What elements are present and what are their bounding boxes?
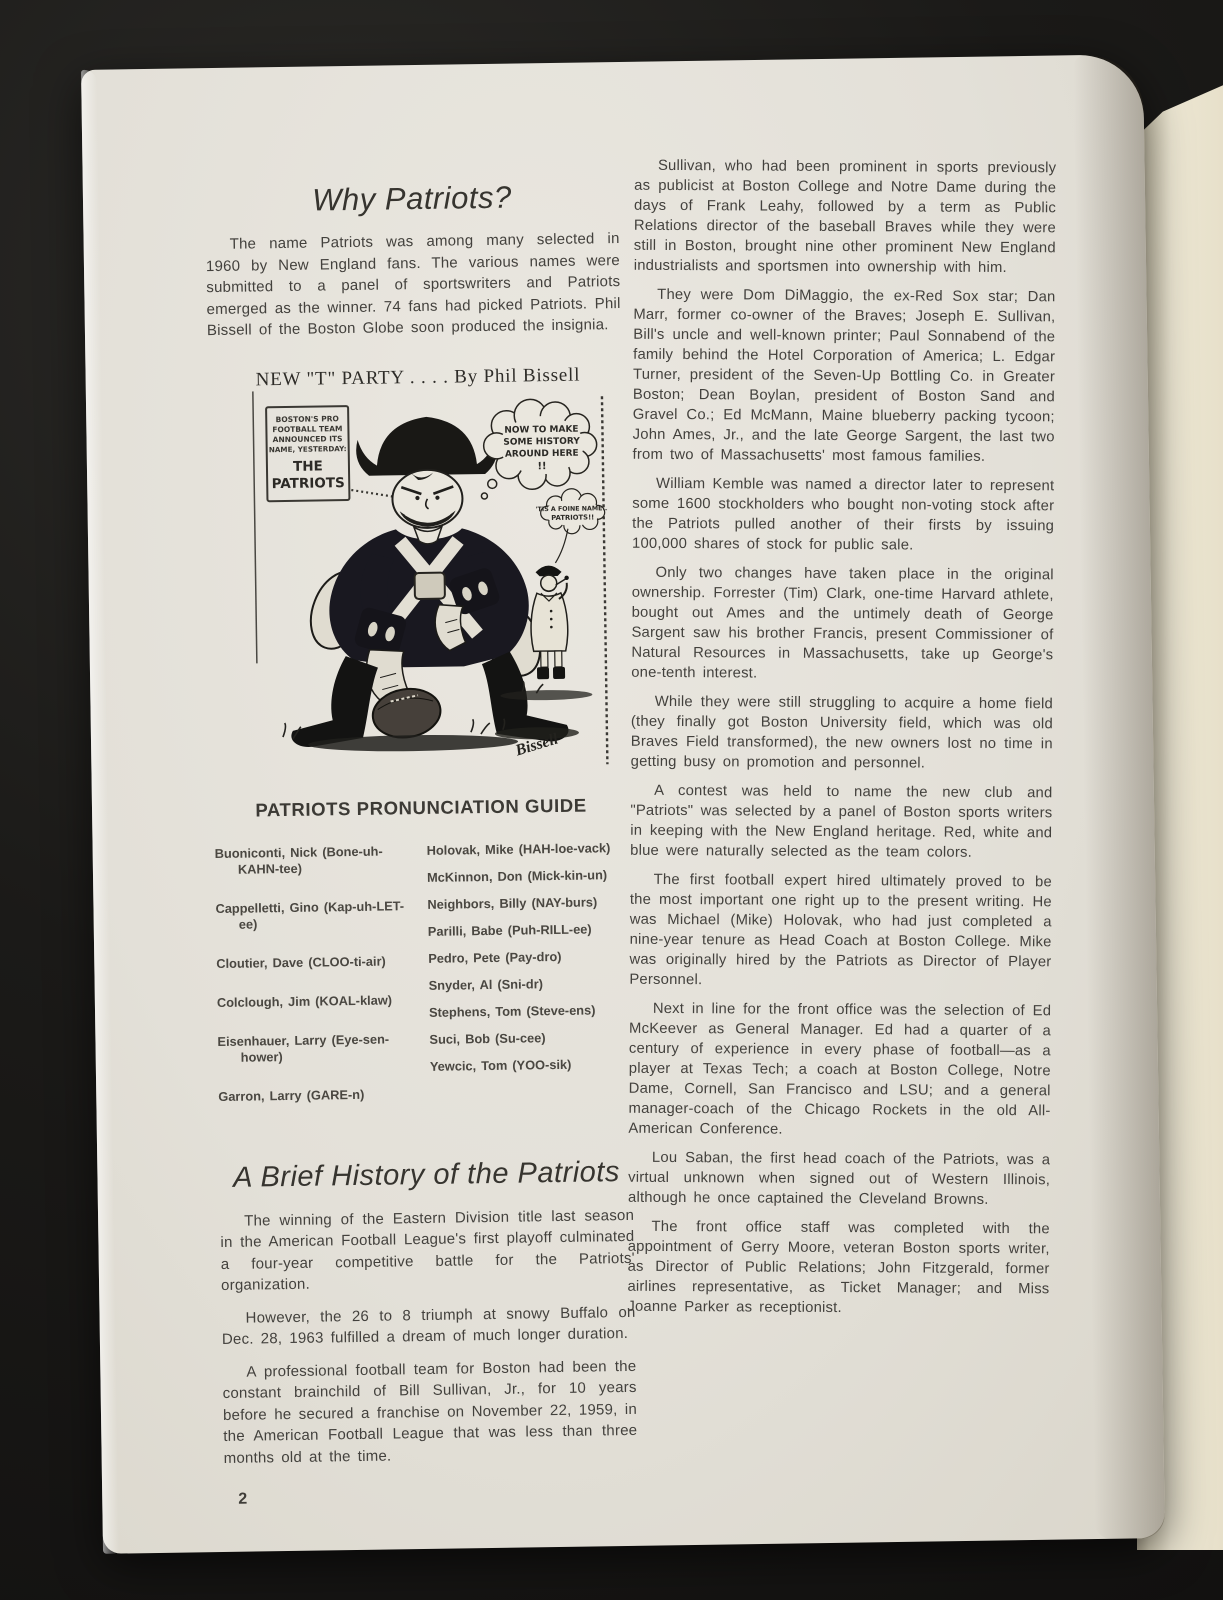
- svg-text:BOSTON'S PRO: BOSTON'S PRO: [275, 413, 339, 424]
- pronunciation-entry: Pedro, Pete (Pay-dro): [428, 948, 562, 966]
- paragraph: Lou Saban, the first head coach of the Patriots, was a virtual unknown when signed out of Western Illinois, although he once captained the Cleveland Browns.: [627, 1149, 1051, 1208]
- svg-text:THE: THE: [292, 457, 323, 475]
- pronunciation-entry: Garron, Larry (GARE-n): [218, 1086, 365, 1104]
- paragraph: Next in line for the front office was the selection of Ed McKeever as General Manager. Ed had a quarter of a century of experience in every phase of football—as a player at Texas Tech; a coach at Boston College, Notre Dame, Cornell, San Francisco and LSU; and a general manager-coach of the Chicago Rockets in the old All-American Conference.: [628, 1000, 1052, 1138]
- svg-text:AROUND HERE: AROUND HERE: [504, 448, 579, 460]
- svg-text:'TIS A FOINE NAME...: 'TIS A FOINE NAME...: [535, 504, 610, 513]
- pronunciation-entry: Yewcic, Tom (YOO-sik): [429, 1056, 572, 1074]
- pronunciation-column-2: [427, 839, 633, 1124]
- left-column: [205, 178, 639, 1509]
- speech-bubble-2: [535, 488, 610, 563]
- paragraph: Sullivan, who had been prominent in sports previously as publicist at Boston College and Notre Dame during the days of Frank Leahy, followed by a term as Public Relations director of the baseball Braves while they were still in Boston, brought nine other prominent New England industrialists and sportsmen into ownership with him.: [633, 157, 1057, 277]
- paragraph: A contest was held to name the new club and "Patriots" was selected by a panel of Boston sports writers in keeping with the New England heritage. Red, white and blue were naturally selected as the team colors.: [630, 782, 1053, 861]
- svg-text:FOOTBALL TEAM: FOOTBALL TEAM: [272, 423, 343, 434]
- pronunciation-entry: Neighbors, Billy (NAY-burs): [427, 893, 598, 912]
- paragraph: William Kemble was named a director later to represent some 1600 stockholders who bought non-voting stock after the Patriots pulled another of their firsts by issuing 100,000 shares of stock for public sale.: [631, 475, 1055, 554]
- paragraph: The front office staff was completed with the appointment of Gerry Moore, veteran Boston sports writer, as Director of Public Relations; John Fitzgerald, former airlines representative, as Ticket Manager; and Miss Joanne Parker as receptionist.: [627, 1218, 1050, 1317]
- svg-text:SOME HISTORY: SOME HISTORY: [503, 436, 580, 448]
- svg-text:PATRIOTS!!: PATRIOTS!!: [551, 512, 595, 522]
- cartoon-right-dotted-border: [602, 396, 607, 764]
- paragraph: They were Dom DiMaggio, the ex-Red Sox star; Dan Marr, former co-owner of the Braves; Joseph E. Sullivan, Bill's uncle and well-known printer; Paul Sonnabend of the family behind the Hotel Corporation of America; L. Edgar Turner, president of the Seven-Up Bottling Co. in Greater Boston; Dean Boylan, president of Boston Sand and Gravel Co.; Ed McMann, Maine blueberry packing tycoon; John Ames, Jr., and the late George Sargent, the last two from two of Massachusetts' most famous families.: [632, 286, 1056, 465]
- boot-left: [290, 655, 379, 747]
- pronunciation-entry: Holovak, Mike (HAH-loe-vack): [426, 839, 611, 858]
- pronunciation-guide: [215, 839, 633, 1127]
- face: [392, 469, 463, 528]
- speech-bubble-1: [480, 398, 597, 499]
- paragraph: However, the 26 to 8 triumph at snowy Buffalo on Dec. 28, 1963 fulfilled a dream of much longer duration.: [221, 1303, 636, 1349]
- magazine-page: [81, 54, 1165, 1554]
- pronunciation-entry: Colclough, Jim (KOAL-klaw): [216, 991, 393, 1010]
- small-boot: [537, 667, 549, 679]
- svg-text:ANNOUNCED ITS: ANNOUNCED ITS: [272, 433, 343, 444]
- pronunciation-entry: Cappelletti, Gino (Kap-uh-LET-ee): [215, 897, 405, 932]
- paragraph: The first football expert hired ultimately proved to be the most important one right up to the present writing. He was Michael (Mike) Holovak, who had just completed a nine-year tenure as Head Coach at Boston College. Mike was originally hired by the Patriots as Director of Player Personnel.: [629, 871, 1053, 989]
- right-column: [627, 156, 1056, 1329]
- svg-text:!!: !!: [537, 460, 547, 472]
- pronunciation-entry: Suci, Bob (Su-cee): [429, 1029, 546, 1047]
- pronunciation-entry: Cloutier, Dave (CLOO-ti-air): [216, 953, 386, 971]
- small-boot: [553, 666, 565, 678]
- pronunciation-entry: Stephens, Tom (Steve-ens): [428, 1001, 596, 1020]
- pronunciation-entry: Buoniconti, Nick (Bone-uh-KAHN-tee): [214, 843, 383, 877]
- cartoon-title: NEW "T" PARTY . . . . By Phil Bissell: [255, 364, 581, 390]
- why-patriots-heading: Why Patriots?: [312, 179, 512, 218]
- pronunciation-entry: Snyder, Al (Sni-dr): [428, 975, 543, 993]
- page-number: 2: [238, 1490, 248, 1508]
- paragraph: Only two changes have taken place in the original ownership. Forrester (Tim) Clark, one-time Harvard athlete, bought out Ames and the untimely death of George Sargent saw his brother Francis, present Commissioner of Natural Resources in Massachusetts, take up George's one-tenth interest.: [631, 564, 1054, 682]
- pronunciation-guide-heading: PATRIOTS PRONUNCIATION GUIDE: [255, 794, 587, 820]
- pronunciation-entry: Eisenhauer, Larry (Eye-sen-hower): [217, 1030, 390, 1065]
- paragraph: The name Patriots was among many selected in 1960 by New England fans. The various names were submitted to a panel of sportswriters and Patriots emerged as the winner. 74 fans had picked Patriots. Phil Bissell of the Boston Globe soon produced the insignia.: [205, 229, 621, 340]
- belt-buckle: [415, 572, 445, 598]
- hat: [356, 415, 498, 475]
- pronunciation-entry: Parilli, Babe (Puh-RILL-ee): [427, 920, 592, 939]
- paragraph: A professional football team for Boston had been the constant brainchild of Bill Sullivan, Jr., for 10 years before he secured a franchise on November 22, 1959, in the American Football League that was less than three months old at the time.: [222, 1357, 638, 1467]
- artist-signature: Bissell: [513, 729, 561, 759]
- cartoon-left-border: [253, 391, 257, 663]
- patriot-cartoon: [249, 358, 611, 777]
- paragraph: While they were still struggling to acquire a home field (they finally got Boston University field, which was old Braves Field transformed), the new owners lost no time in getting busy on promotion and personnel.: [630, 693, 1054, 772]
- paragraph: The winning of the Eastern Division title last season in the American Football League's first playoff culminated a four-year competitive battle for the Patriots' organization.: [220, 1206, 635, 1295]
- svg-text:NOW TO MAKE: NOW TO MAKE: [504, 424, 579, 436]
- svg-text:PATRIOTS: PATRIOTS: [271, 474, 345, 492]
- pronunciation-entry: McKinnon, Don (Mick-kin-un): [426, 866, 608, 885]
- pronunciation-column-1: [215, 843, 421, 1128]
- history-heading: A Brief History of the Patriots: [232, 1155, 621, 1194]
- svg-text:NAME, YESTERDAY:: NAME, YESTERDAY:: [268, 443, 347, 454]
